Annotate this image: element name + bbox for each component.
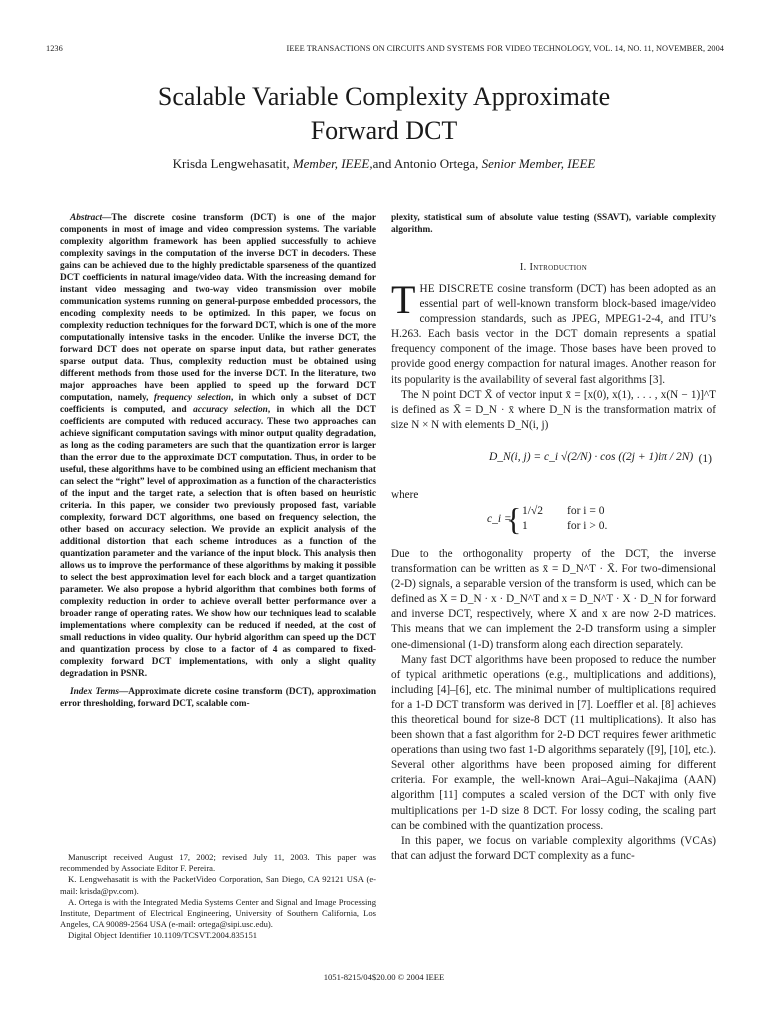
- right-column: [391, 212, 716, 864]
- footnotes: [60, 852, 376, 942]
- author-1-role: Member, IEEE,: [292, 156, 373, 171]
- intro-paragraph-5: In this paper, we focus on variable complexity algorithms (VCAs) that can adjust the forward DCT complexity as a func-: [391, 834, 716, 862]
- section-numeral: I.: [519, 262, 527, 273]
- abstract: Abstract—The discrete cosine transform (DCT) is one of the major components in most of image and video compression systems. The variable complexity algorithm framework has been applied successfully to achieve complexity savings in the computation of the inverse DCT in decoders. These gains can be achieved due to the highly predictable sparseness of the quantized DCT coefficients in natural image/video data. With the increasing demand for instant video messaging and two-way video transmission over mobile communication systems running on general-purpose embedded processors, the encoding complexity needs to be optimized. In this paper, we focus on complexity reduction techniques for the forward DCT, which is one of the more computationally intensive tasks in the encoder. Unlike the inverse DCT, the forward DCT does not operate on sparse input data, but rather generates sparse output data. Thus, complexity reduction must be obtained using different methods from those used for the inverse DCT. In the literature, two major approaches have been applied to speed up the forward DCT computation, namely, frequency selection, in which only a subset of DCT coefficients is computed, and accuracy selection, in which all the DCT coefficients are computed with reduced accuracy. These two approaches can achieve significant computation savings with minor output quality degradation, as long as the coding parameters are such that the quantization error is larger than the error due to the approximate DCT computation. Thus, in order to be useful, these algorithms have to be combined using an efficient mechanism that can select the “right” level of approximation as a function of the characteristics of the input and the target rate, a selection that is often based on heuristic criteria. In this paper, we consider two previously proposed fast, variable complexity, forward DCT algorithms, one based on frequency selection, the other based on accuracy selection. We provide an explicit analysis of the additional distortion that each scheme introduces as a function of the quantization parameter and the variance of the input block. This analysis then allows us to improve the performance of these algorithms by making it possible to select the best approximation level for each block and a target quantization parameter. We also propose a hybrid algorithm that combines both forms of complexity reduction in order to achieve overall better performance over a broader range of operating rates. We show how our techniques lead to scalable implementations where complexity can be reduced if needed, at the cost of small reductions in video quality. Our hybrid algorithm can speed up the DCT and quantization process by close to a factor of 4 as compared to fixed-complexity forward DCT implementations, with only a slight quality degradation in PSNR.: [60, 213, 377, 679]
- paper-title: [60, 80, 708, 148]
- index-terms: Index Terms—Approximate dicrete cosine transform (DCT), approximation error thresholding, forward DCT, scalable com-: [60, 687, 376, 709]
- case-1-value: 1/√2: [522, 504, 544, 517]
- intro-paragraph-4: Many fast DCT algorithms have been proposed to reduce the number of typical arithmetic operations (e.g., multiplications and additions), including [4]–[6], etc. The minimal number of multiplications required for a 1-D DCT transform was derived in [7]. Loeffler et al. [8] achieves this theoretical bound for size-8 DCT (11 multiplications). It also has been shown that a fast algorithm for 2-D DCT requires fewer arithmetic operations than using two fast 1-D algorithms separately ([9], [10], etc.). Several other algorithms have been proposed aiming for different criteria. For example, the well-known Arai–Agui–Nakajima (AAN) algorithm [11] computes a scaled version of the DCT with only five multiplications per 1-D size 8 DCT. For lossy coding, the scaling part can be combined with the quantization process.: [391, 653, 716, 832]
- index-terms-continued: plexity, statistical sum of absolute value testing (SSAVT), variable complexity algorithm.: [391, 213, 716, 235]
- intro-paragraph-3: Due to the orthogonality property of the DCT, the inverse transformation can be written as x̄ = D_N^T · X̄. For two-dimensional (2-D) signals, a separable version of the transform is used, which can be defined as X = D_N · x · D_N^T and x = D_N^T · X · D_N for forward and inverse DCT, respectively, where X and x are now 2-D matrices. This means that we can implement the 2-D transform using a simpler one-dimensional (1-D) transform along each direction separately.: [391, 547, 716, 651]
- footnote-author-2: A. Ortega is with the Integrated Media Systems Center and Signal and Image Processing Institute, Department of Electrical Engineering, University of Southern California, Los Angeles, CA 90089-2564 USA (e-mail: ortega@sipi.usc.edu).: [60, 896, 376, 930]
- author-1: Krisda Lengwehasatit,: [172, 156, 290, 171]
- case-1-condition: for i = 0: [567, 504, 605, 517]
- paper-title-line-1: Scalable Variable Complexity Approximate: [157, 82, 611, 111]
- case-2-condition: for i > 0.: [567, 519, 608, 532]
- author-line: [40, 156, 728, 172]
- footnote-author-1: K. Lengwehasatit is with the PacketVideo Corporation, San Diego, CA 92121 USA (e-mail: krisda@pv.com).: [60, 874, 376, 896]
- journal-name: IEEE TRANSACTIONS ON CIRCUITS AND SYSTEMS FOR VIDEO TECHNOLOGY, VOL. 14, NO. 11, NOVEMBER, 2004: [286, 44, 724, 53]
- equation-ci: [391, 500, 716, 539]
- left-column: [60, 212, 376, 710]
- abstract-label: Abstract: [70, 213, 103, 223]
- footnote-doi: Digital Object Identifier 10.1109/TCSVT.2004.835151: [68, 930, 258, 941]
- intro-paragraph-2: The N point DCT X̄ of vector input x̄ = [x(0), x(1), . . . , x(N − 1)]^T is defined as X̄ = D_N · x̄ where D_N is the transformation matrix of size N × N with elements D_N(i, j): [391, 388, 716, 431]
- intro-paragraph-1: THE DISCRETE cosine transform (DCT) has been adopted as an essential part of well-known transform block-based image/video compression standards, such as JPEG, MPEG1-2-4, and ITU’s H.263. Each basis vector in the DCT domain represents a spatial frequency component of the image. Those bases have been proved to provide good energy compaction for natural images. Another reason for its popularity is the availability of several fast algorithms [3].: [391, 277, 716, 386]
- section-name: Introduction: [529, 262, 588, 273]
- author-2-role: Senior Member, IEEE: [481, 156, 596, 171]
- running-header: [46, 44, 724, 56]
- copyright-footer: 1051-8215/04$20.00 © 2004 IEEE: [323, 972, 445, 982]
- paper-title-line-2: Forward DCT: [310, 116, 458, 145]
- case-2-value: 1: [522, 519, 528, 532]
- drop-cap: T: [391, 277, 416, 322]
- ci-symbol: c_i =: [487, 512, 512, 525]
- page-number: 1236: [46, 44, 63, 53]
- index-terms-label: Index Terms: [70, 687, 119, 697]
- equation-1: [391, 441, 716, 481]
- footnote-received: Manuscript received August 17, 2002; revised July 11, 2003. This paper was recommended by Associate Editor F. Pereira.: [60, 852, 376, 874]
- left-brace: {: [506, 500, 522, 537]
- section-heading: [391, 262, 716, 273]
- author-2: and Antonio Ortega,: [372, 156, 479, 171]
- where-label: where: [391, 488, 419, 501]
- equation-1-expression: D_N(i, j) = c_i √(2/N) · cos ((2j + 1)iπ / 2N): [489, 450, 694, 463]
- equation-1-number: (1): [698, 452, 712, 465]
